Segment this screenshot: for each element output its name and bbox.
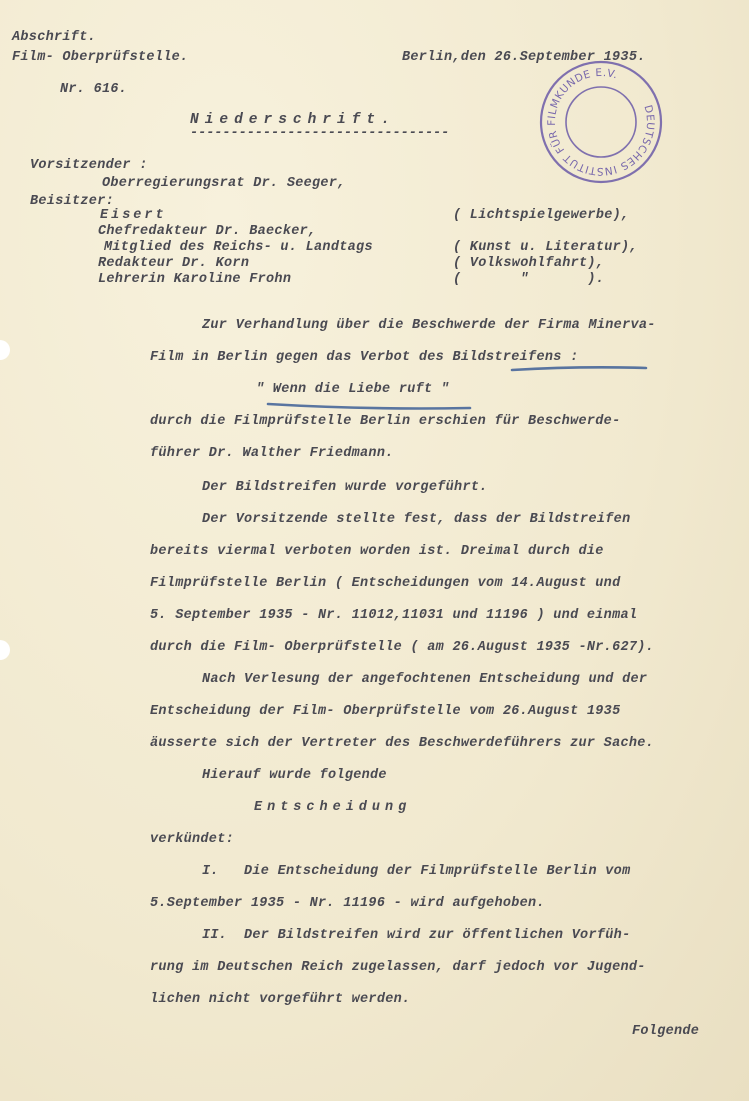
body-line: rung im Deutschen Reich zugelassen, darf jedoch vor Jugend- bbox=[150, 960, 646, 975]
body-line: Der Bildstreifen wurde vorgeführt. bbox=[202, 480, 488, 495]
body-line: Film in Berlin gegen das Verbot des Bildstreifens : bbox=[150, 350, 579, 365]
chair-name: Oberregierungsrat Dr. Seeger, bbox=[102, 176, 346, 191]
body-line: lichen nicht vorgeführt werden. bbox=[150, 992, 411, 1007]
body-line: Entscheidung der Film- Oberprüfstelle vom 26.August 1935 bbox=[150, 704, 621, 719]
copy-label: Abschrift. bbox=[12, 30, 97, 45]
body-line: Hierauf wurde folgende bbox=[202, 768, 387, 783]
member-name: Eisert bbox=[100, 208, 167, 223]
body-line: 5. September 1935 - Nr. 11012,11031 und 11196 ) und einmal bbox=[150, 608, 638, 623]
stamp-text: DEUTSCHES INSTITUT FÜR FILMKUNDE E.V. bbox=[545, 66, 657, 178]
body-line: 5.September 1935 - Nr. 11196 - wird aufgehoben. bbox=[150, 896, 545, 911]
decision-item: II. Der Bildstreifen wird zur öffentlichen Vorfüh- bbox=[202, 928, 631, 943]
body-line: durch die Filmprüfstelle Berlin erschien für Beschwerde- bbox=[150, 414, 621, 429]
place-date: Berlin,den 26.September 1935. bbox=[402, 50, 646, 65]
body-line: Nach Verlesung der angefochtenen Entscheidung und der bbox=[202, 672, 648, 687]
body-line: äusserte sich der Vertreter des Beschwerdeführers zur Sache. bbox=[150, 736, 655, 751]
decision-heading: Entscheidung bbox=[254, 800, 412, 815]
assessors-label: Beisitzer: bbox=[30, 194, 115, 209]
body-line: Der Vorsitzende stellte fest, dass der Bildstreifen bbox=[202, 512, 631, 527]
member-name: Lehrerin Karoline Frohn bbox=[98, 272, 292, 287]
member-name: Mitglied des Reichs- u. Landtags bbox=[104, 240, 373, 255]
member-name: Chefredakteur Dr. Baecker, bbox=[98, 224, 317, 239]
title-underline: -------------------------------- bbox=[190, 126, 450, 141]
body-line: Filmprüfstelle Berlin ( Entscheidungen vom 14.August und bbox=[150, 576, 621, 591]
member-role: ( Kunst u. Literatur), bbox=[453, 240, 638, 255]
body-line: führer Dr. Walther Friedmann. bbox=[150, 446, 394, 461]
body-line: Zur Verhandlung über die Beschwerde der Firma Minerva- bbox=[202, 318, 656, 333]
office-name: Film- Oberprüfstelle. bbox=[12, 50, 189, 65]
document-title: Niederschrift. bbox=[190, 112, 396, 128]
body-line: durch die Film- Oberprüfstelle ( am 26.August 1935 -Nr.627). bbox=[150, 640, 655, 655]
decision-item: I. Die Entscheidung der Filmprüfstelle Berlin vom bbox=[202, 864, 631, 879]
body-line: bereits viermal verboten worden ist. Dreimal durch die bbox=[150, 544, 604, 559]
member-role: ( Volkswohlfahrt), bbox=[453, 256, 605, 271]
member-name: Redakteur Dr. Korn bbox=[98, 256, 250, 271]
body-line: verkündet: bbox=[150, 832, 235, 847]
continuation-word: Folgende bbox=[632, 1024, 700, 1039]
chair-label: Vorsitzender : bbox=[30, 158, 148, 173]
member-role: ( Lichtspielgewerbe), bbox=[453, 208, 630, 223]
film-title: " Wenn die Liebe ruft " bbox=[256, 382, 450, 397]
member-role: ( " ). bbox=[453, 272, 605, 287]
document-number: Nr. 616. bbox=[60, 82, 128, 97]
